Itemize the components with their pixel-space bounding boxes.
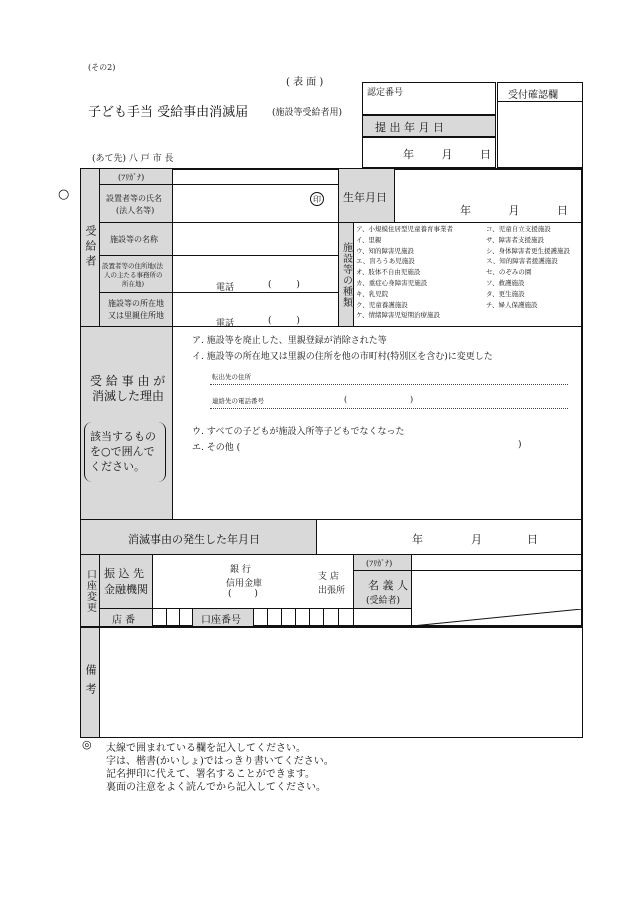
occurrence-month: 月 — [471, 533, 482, 546]
page-title: 子ども手当 受給事由消滅届 — [88, 105, 249, 120]
contact-phone-field[interactable] — [210, 408, 568, 409]
facility-type-item[interactable]: オ、肢体不自由児施設 — [356, 268, 421, 277]
facility-type-item[interactable]: サ、障害者支援施設 — [486, 235, 545, 244]
occurrence-label: 消滅事由の発生した年月日 — [128, 533, 260, 546]
applicant-side-label: 受給者 — [81, 169, 99, 326]
reason-instruction-2: を○で囲んで — [90, 445, 155, 458]
branch-type-1: 支 店 — [318, 572, 339, 582]
remarks-field[interactable] — [100, 628, 582, 737]
facility-types-right — [486, 224, 582, 310]
seal-mark: 印 — [310, 192, 324, 206]
reason-label-2: 消滅した理由 — [92, 389, 165, 403]
facility-name-label: 施設等の名称 — [110, 235, 158, 244]
account-no-field[interactable] — [254, 609, 353, 626]
facility-type-item[interactable]: シ、身体障害者更生援護施設 — [486, 246, 570, 255]
facility-type-item[interactable]: ク、児童養護施設 — [356, 300, 408, 309]
facility-type-item[interactable]: コ、児童自立支援施設 — [486, 225, 551, 233]
address-phone-paren: ( ) — [268, 280, 300, 290]
reason-option-a[interactable]: ア. 施設等を廃止した、里親登録が消除された等 — [192, 336, 387, 346]
facility-name-field[interactable] — [173, 223, 338, 255]
form-number: (その2) — [88, 63, 116, 72]
facility-type-item[interactable]: チ、婦人保護施設 — [486, 300, 538, 309]
account-no-label: 口座番号 — [201, 615, 241, 626]
store-no-label: 店 番 — [112, 615, 136, 626]
facility-type-item[interactable]: タ、更生施設 — [486, 289, 525, 298]
contact-phone-label: 連絡先の電話番号 — [212, 397, 264, 405]
facility-type-label: 施設等の種類 — [339, 223, 353, 326]
bank-label-2: 金融機関 — [104, 583, 148, 596]
facility-type-item[interactable]: カ、重症心身障害児施設 — [356, 278, 428, 287]
moveout-address-field[interactable] — [210, 384, 568, 385]
cert-number-field[interactable] — [362, 82, 496, 115]
facility-type-item[interactable]: ソ、救護施設 — [486, 278, 525, 287]
holder-furigana-label: (ﾌﾘｶﾞﾅ) — [366, 559, 393, 568]
facility-type-item[interactable]: キ、乳児院 — [356, 289, 389, 298]
bank-type-2: 信用金庫 — [226, 579, 263, 589]
form-side: ( 表 面 ) — [286, 77, 324, 88]
address-phone-label: 電話 — [216, 283, 235, 293]
facility-type-item[interactable]: セ、のぞみの園 — [486, 268, 532, 277]
bank-type-3: ( ) — [228, 589, 258, 599]
contact-phone-close: ) — [410, 395, 414, 404]
receipt-header — [497, 82, 583, 102]
notes-mark: ◎ — [82, 738, 92, 751]
submit-date-field[interactable] — [362, 137, 496, 168]
contact-phone-open: ( — [344, 395, 348, 404]
submit-date-header — [362, 115, 496, 137]
holder-label: 名 義 人 — [368, 579, 408, 592]
addressee: (あて先) 八 戸 市 長 — [92, 154, 174, 164]
facility-type-item[interactable]: ス、知的障害者援護施設 — [486, 257, 558, 266]
facility-address-label-2: 又は里親住所地 — [108, 311, 164, 320]
submit-date-label: 提 出 年 月 日 — [375, 121, 444, 134]
address-label-2: 人の主たる事務所の — [104, 271, 163, 279]
reason-label-1: 受 給 事 由 が — [90, 374, 166, 388]
branch-type-2: 出張所 — [318, 586, 346, 596]
holder-name-field[interactable] — [412, 571, 582, 608]
furigana-label: (ﾌﾘｶﾞﾅ) — [118, 173, 145, 182]
facility-type-item[interactable]: ア、小規模住居型児童養育事業者 — [356, 225, 453, 233]
holder-sublabel: (受給者) — [366, 596, 401, 606]
address-label-3: 所在地) — [122, 280, 145, 288]
reason-option-e-close: ) — [518, 440, 522, 450]
account-side-label: 口座変更 — [81, 555, 99, 626]
birth-label: 生年月日 — [343, 191, 387, 204]
note-line-3: 記名押印に代えて、署名することができます。 — [106, 769, 315, 780]
store-no-field[interactable] — [153, 609, 192, 626]
birth-value: 年 月 日 — [460, 204, 568, 217]
facility-type-item[interactable]: ウ、知的障害児施設 — [356, 246, 414, 255]
facility-type-item[interactable]: ケ、情緒障害児短期治療施設 — [356, 311, 441, 320]
occurrence-day: 日 — [527, 533, 538, 546]
facility-types-left — [356, 224, 486, 321]
facility-address-label-1: 施設等の所在地 — [108, 299, 164, 308]
receipt-label: 受付確認欄 — [508, 90, 558, 101]
facility-phone-paren: ( ) — [268, 316, 300, 326]
cert-number-label: 認定番号 — [367, 88, 404, 98]
page-subtitle: (施設等受給者用) — [272, 108, 343, 118]
reason-instruction-1: 該当するもの — [90, 430, 156, 443]
remarks-label-cell: 備考 — [81, 628, 99, 737]
circle-mark: ○ — [58, 187, 70, 202]
submit-date-value: 年 月 日 — [403, 148, 491, 161]
moveout-address-label: 転出先の住所 — [212, 373, 251, 381]
facility-type-item[interactable]: エ、盲ろうあ児施設 — [356, 257, 415, 266]
facility-type-item[interactable]: イ、里親 — [356, 235, 382, 244]
name-label: 設置者等の氏名 — [106, 194, 162, 203]
address-label-1: 設置者等の住所地(法 — [102, 262, 164, 270]
bank-type-1: 銀 行 — [230, 565, 251, 575]
name-sublabel: (法人名等) — [116, 206, 155, 215]
note-line-4: 裏面の注意をよく読んでから記入してください。 — [106, 782, 326, 793]
occurrence-date-field[interactable] — [317, 520, 582, 554]
occurrence-year: 年 — [412, 533, 423, 546]
diagonal-line — [412, 609, 582, 626]
reason-instruction-3: ください。 — [90, 460, 145, 473]
reason-option-e[interactable]: エ. その他 ( — [192, 443, 241, 453]
note-line-1: 太線で囲まれている欄を記入してください。 — [106, 743, 306, 754]
facility-phone-label: 電話 — [216, 319, 235, 329]
reason-option-u[interactable]: ウ. すべての子どもが施設入所等子どもでなくなった — [192, 427, 405, 437]
bank-label-1: 振 込 先 — [104, 567, 144, 580]
note-line-2: 字は、楷書(かいしょ)ではっきり書いてください。 — [106, 756, 334, 767]
reason-option-i[interactable]: イ. 施設等の所在地又は里親の住所を他の市町村(特別区を含む)に変更した — [192, 352, 493, 362]
